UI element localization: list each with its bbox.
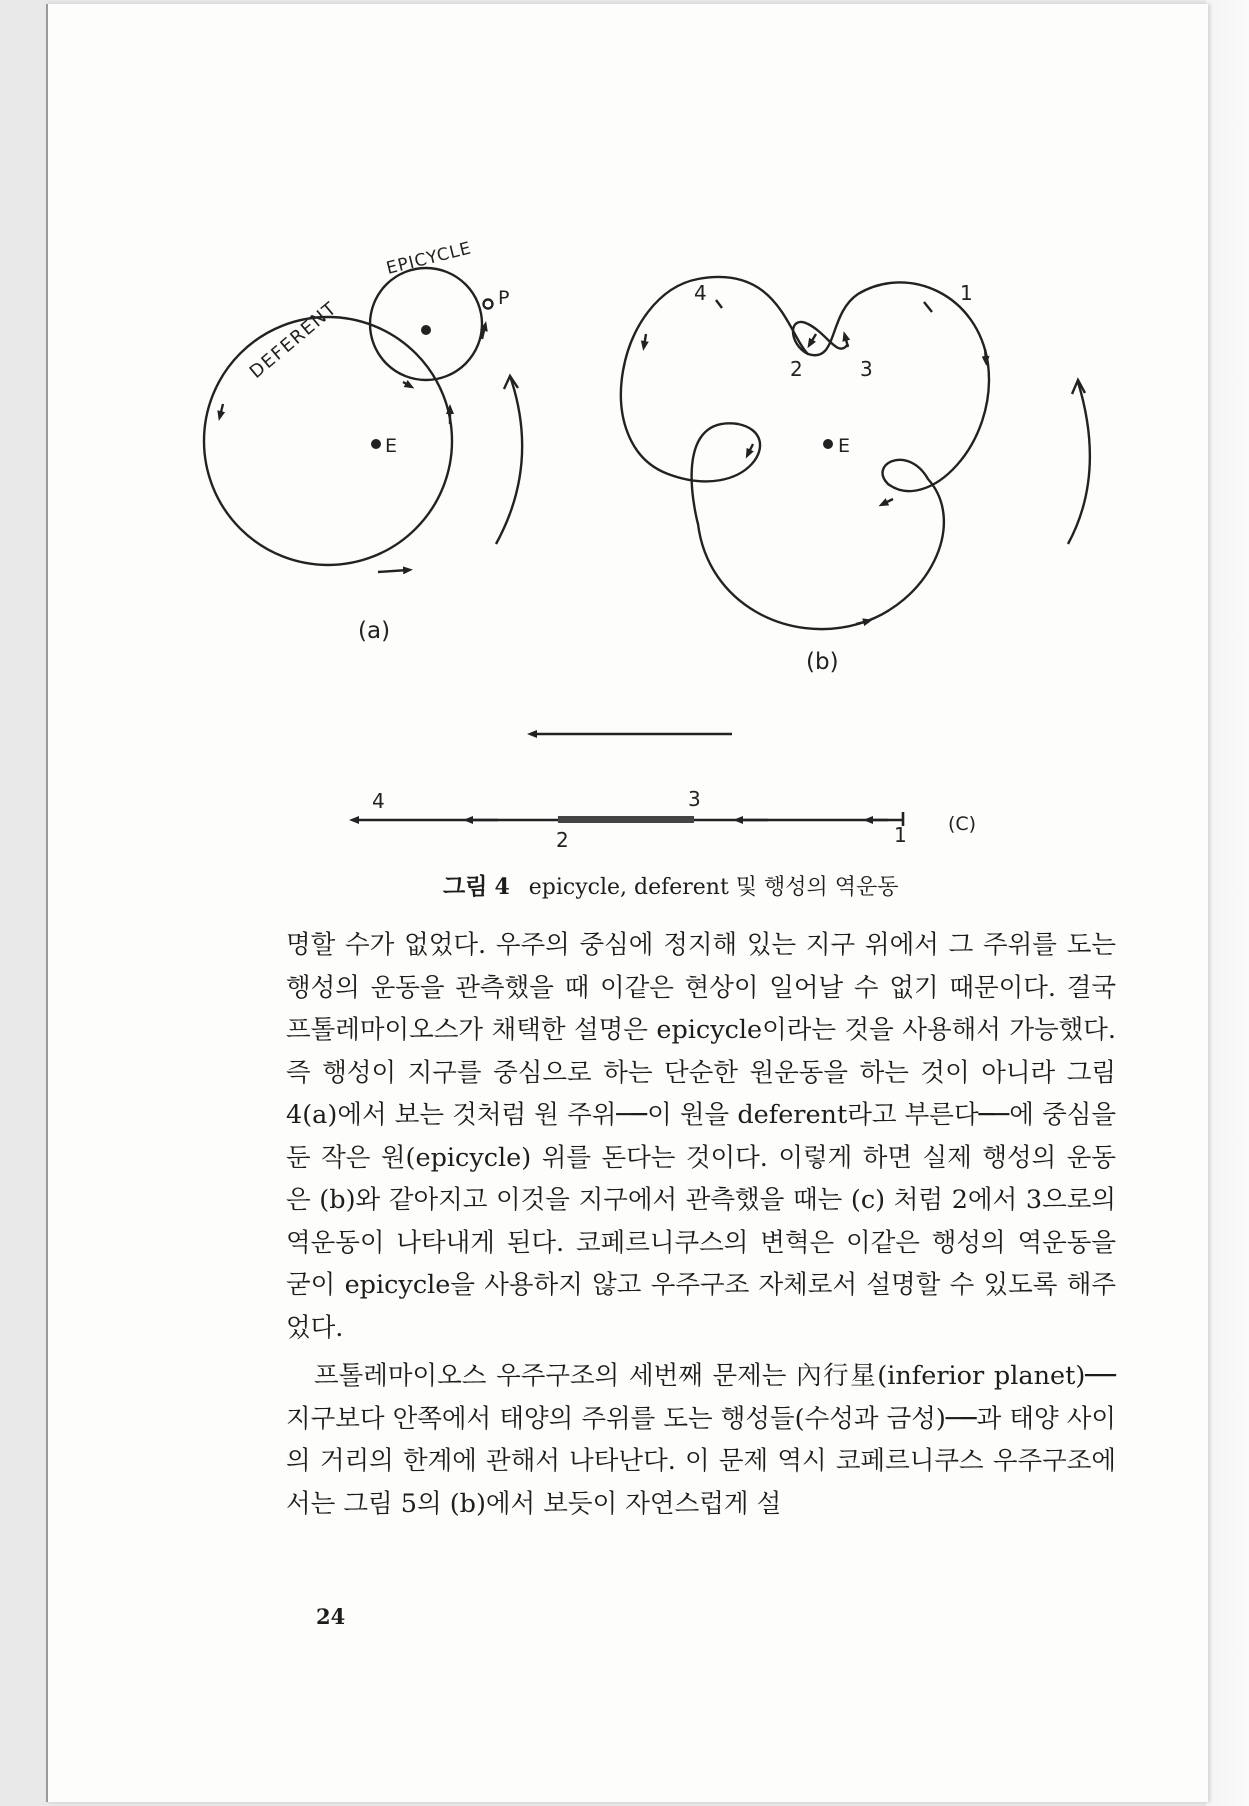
label-c-4: 4 [372, 789, 385, 813]
planet-p-label: P [498, 287, 510, 309]
arrow-b-left [644, 334, 646, 346]
planet-path-b [621, 277, 989, 629]
figure-a [204, 268, 522, 572]
label-b-3: 3 [860, 357, 873, 381]
page-number: 24 [316, 1604, 346, 1629]
arrow-b-right [985, 349, 986, 361]
arrow-b-bottom [856, 621, 868, 624]
caption-text: epicycle, deferent 및 행성의 역운동 [528, 875, 899, 900]
planet-p-marker [484, 300, 493, 309]
caption-label: 그림 [443, 874, 488, 900]
paragraph-1: 명할 수가 없었다. 우주의 중심에 정지해 있는 지구 위에서 그 주위를 도는 행성의 운동을 관측했을 때 이같은 현상이 일어날 수 없기 때문이다. 결국 프톨레마이오스가 채택한 설명은 epicycle이라는 것을 사용해서 가능했다. 즉 행성이 지구를 중심으로 하는 단순한 원운동을 하는 것이 아니라 그림 4(a)에서 보는 것처럼 원 주위──이 원을 deferent라고 부른다──에 중심을 둔 작은 원(epicycle) 위를 돈다는 것이다. 이렇게 하면 실제 행성의 운동은 (b)와 같아지고 이것을 지구에서 관측했을 때는 (c) 처럼 2에서 3으로의 역운동이 나타내게 된다. 코페르니쿠스의 변혁은 이같은 행성의 역운동을 굳이 epicycle을 사용하지 않고 우주구조 자체로서 설명할 수 있도록 해주었다. [286, 930, 1116, 1343]
earth-label-a: E [385, 435, 398, 457]
arrow-a-bottom [378, 570, 408, 572]
label-c-3: 3 [688, 787, 701, 811]
caption-number: 4 [494, 874, 510, 900]
figure-a-label: (a) [358, 618, 391, 644]
earth-label-b: E [838, 435, 851, 457]
earth-dot-a [371, 439, 381, 449]
arrow-b-right-loop [883, 499, 893, 504]
epicycle-figure [48, 4, 1208, 864]
arrow-a-left [220, 404, 223, 416]
figure-caption [443, 868, 899, 901]
earth-dot-b [823, 439, 833, 449]
figure-b-label: (b) [806, 649, 839, 675]
deferent-label: DEFERENT [245, 297, 342, 383]
paragraph-2: 프톨레마이오스 우주구조의 세번째 문제는 內行星(inferior planet)──지구보다 안쪽에서 태양의 주위를 도는 행성들(수성과 금성)──과 태양 사이의 거리의 한계에 관해서 나타난다. 이 문제 역시 코페르니쿠스 우주구조에서는 그림 5의 (b)에서 보듯이 자연스럽게 설 [286, 1361, 1116, 1519]
label-c-1: 1 [894, 823, 907, 847]
body-text [286, 924, 1116, 1525]
label-c-2: 2 [556, 828, 569, 852]
deferent-circle [204, 317, 452, 565]
rotation-arc-a [496, 376, 522, 544]
figure-c-label: (C) [948, 813, 977, 835]
book-page [46, 4, 1208, 1802]
arrow-b-left-loop [748, 444, 753, 454]
figure-c [354, 734, 904, 826]
epicycle-center-dot [421, 325, 431, 335]
figure-b [621, 277, 1090, 629]
epicycle-label: EPICYCLE [384, 238, 474, 279]
page-edge [1206, 0, 1249, 1806]
tick-b-1 [924, 302, 932, 312]
tick-b-4 [716, 300, 722, 308]
inner-loop-top [793, 322, 848, 354]
retrograde-segment-c [558, 816, 694, 823]
arrow-b-loop2 [810, 334, 816, 344]
label-b-2: 2 [790, 357, 803, 381]
label-b-4: 4 [694, 281, 707, 305]
label-b-1: 1 [960, 281, 973, 305]
rotation-arc-b [1068, 382, 1090, 544]
arrow-epicycle-inner [403, 382, 410, 386]
